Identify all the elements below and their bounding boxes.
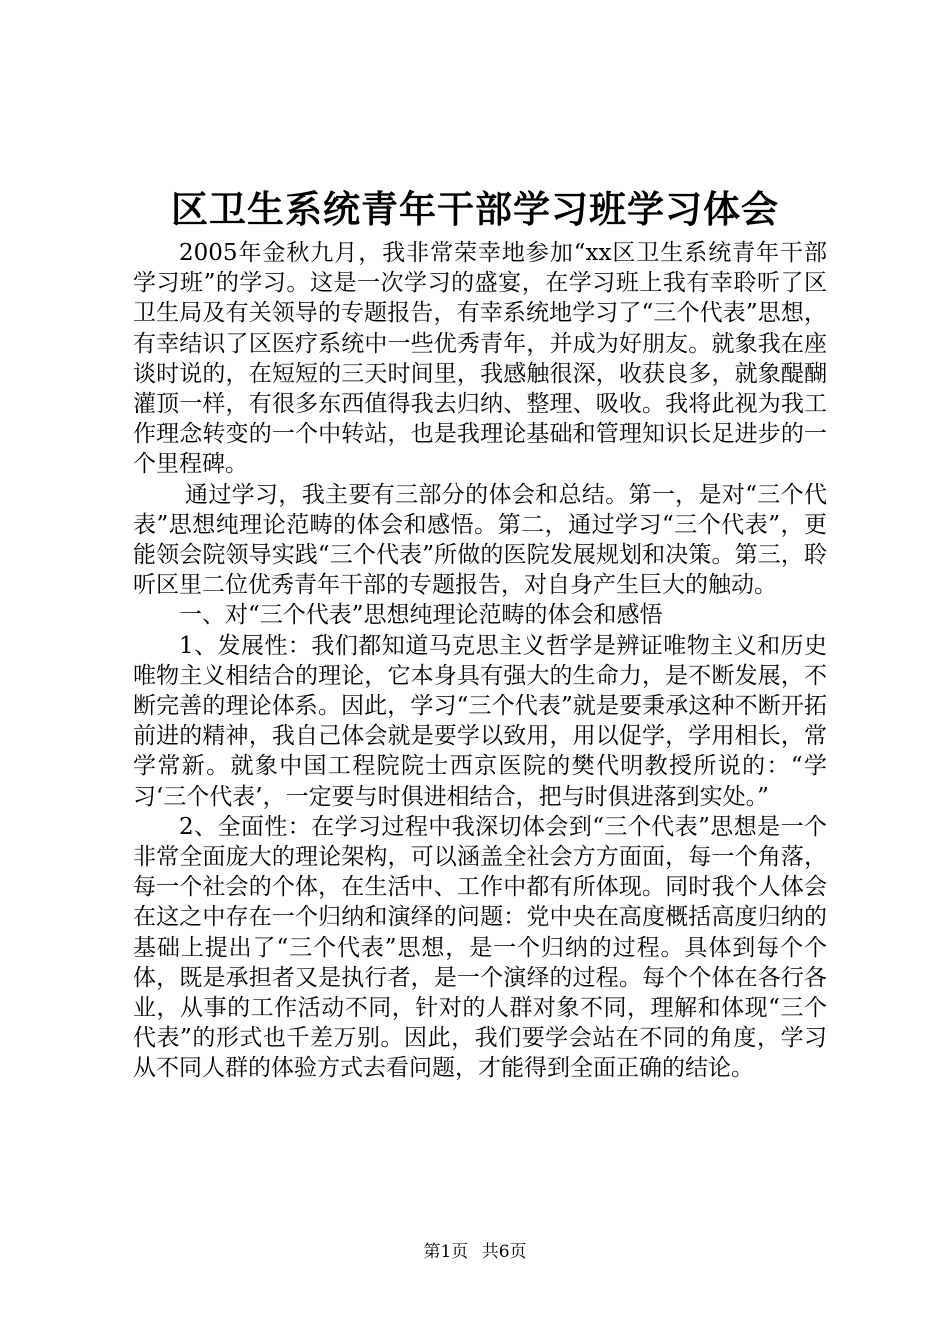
paragraph-development: 1、发展性：我们都知道马克思主义哲学是辨证唯物主义和历史唯物主义相结合的理论，它本身具有强大的生命力，是不断发展，不断完善的理论体系。因此，学习“三个代表”就是要秉承这种不断开拓前进的精神，我自己体会就是要学以致用，用以促学，学用相长，常学常新。就象中国工程院院士西京医院的樊代明教授所说的：“学习‘三个代表’，一定要与时俱进相结合，把与时俱进落到实处。”: [133, 632, 827, 810]
page-total: 共6页: [481, 1242, 527, 1262]
paragraph-intro: 2005年金秋九月，我非常荣幸地参加“xx区卫生系统青年干部学习班”的学习。这是一次学习的盛宴，在学习班上我有幸聆听了区卫生局及有关领导的专题报告，有幸系统地学习了“三个代表”思想，有幸结识了区医疗系统中一些优秀青年，并成为好朋友。就象我在座谈时说的，在短短的三天时间里，我感触很深，收获良多，就象醍醐灌顶一样，有很多东西值得我去归纳、整理、吸收。我将此视为我工作理念转变的一个中转站，也是我理论基础和管理知识长足进步的一个里程碑。: [133, 240, 827, 478]
section-heading: 一、对“三个代表”思想纯理论范畴的体会和感悟: [179, 602, 663, 629]
paragraph-summary: 通过学习，我主要有三部分的体会和总结。第一，是对“三个代表”思想纯理论范畴的体会和感悟。第二，通过学习“三个代表”，更能领会院领导实践“三个代表”所做的医院发展规划和决策。第三，聆听区里二位优秀青年干部的专题报告，对自身产生巨大的触动。: [133, 481, 827, 599]
page-footer: [0, 1240, 950, 1264]
document-body: [133, 238, 827, 1084]
paragraph-comprehensive: 2、全面性：在学习过程中我深切体会到“三个代表”思想是一个非常全面庞大的理论架构，可以涵盖全社会方方面面，每一个角落，每一个社会的个体，在生活中、工作中都有所体现。同时我个人体会在这之中存在一个归纳和演绎的问题：党中央在高度概括高度归纳的基础上提出了“三个代表”思想，是一个归纳的过程。具体到每个个体，既是承担者又是执行者，是一个演绎的过程。每个个体在各行各业，从事的工作活动不同，针对的人群对象不同，理解和体现“三个代表”的形式也千差万别。因此，我们要学会站在不同的角度，学习从不同人群的体验方式去看问题，才能得到全面正确的结论。: [133, 813, 827, 1082]
page-title: 区卫生系统青年干部学习班学习体会: [171, 187, 779, 231]
page-number: 第1页: [423, 1242, 469, 1262]
